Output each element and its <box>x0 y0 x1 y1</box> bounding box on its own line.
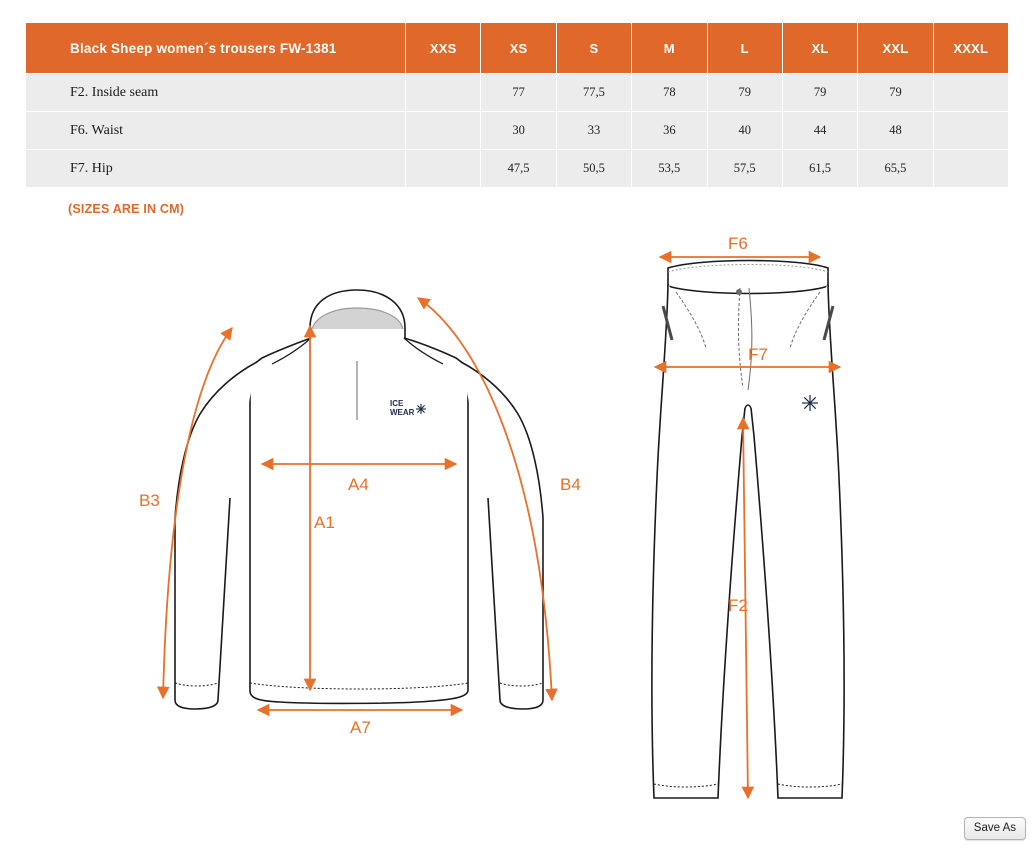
label-a7: A7 <box>350 718 371 737</box>
row-label-waist: F6. Waist <box>26 112 406 150</box>
trousers-snowflake-icon <box>802 395 818 411</box>
column-header-xxxl: XXXL <box>933 23 1008 74</box>
column-header-l: L <box>707 23 782 74</box>
size-chart-table <box>25 22 1009 188</box>
cell-inside-seam-xxxl <box>933 74 1008 112</box>
cell-inside-seam-xs: 77 <box>481 74 556 112</box>
cell-waist-s: 33 <box>556 112 631 150</box>
label-b3: B3 <box>139 491 160 510</box>
cell-inside-seam-s: 77,5 <box>556 74 631 112</box>
column-header-s: S <box>556 23 631 74</box>
cell-inside-seam-xl: 79 <box>782 74 857 112</box>
cell-hip-xxxl <box>933 150 1008 188</box>
cell-hip-xxs <box>406 150 481 188</box>
column-header-xl: XL <box>782 23 857 74</box>
label-f2: F2 <box>728 596 748 615</box>
sweater-illustration <box>175 290 543 709</box>
cell-waist-l: 40 <box>707 112 782 150</box>
label-f7: F7 <box>748 345 768 364</box>
snowflake-icon <box>416 404 426 414</box>
column-header-xs: XS <box>481 23 556 74</box>
cell-waist-xxxl <box>933 112 1008 150</box>
table-header <box>26 23 1009 74</box>
cell-hip-xxl: 65,5 <box>858 150 933 188</box>
cell-waist-m: 36 <box>632 112 707 150</box>
label-f6: F6 <box>728 234 748 253</box>
brand-logo-line1: ICE <box>390 399 404 408</box>
cell-hip-m: 53,5 <box>632 150 707 188</box>
cell-hip-s: 50,5 <box>556 150 631 188</box>
cell-hip-l: 57,5 <box>707 150 782 188</box>
brand-logo-line2: WEAR <box>390 408 415 417</box>
cell-inside-seam-xxs <box>406 74 481 112</box>
save-as-button[interactable]: Save As <box>964 817 1026 840</box>
row-label-inside-seam: F2. Inside seam <box>26 74 406 112</box>
cell-waist-xs: 30 <box>481 112 556 150</box>
table-row <box>26 74 1009 112</box>
column-header-m: M <box>632 23 707 74</box>
table-row <box>26 150 1009 188</box>
cell-inside-seam-m: 78 <box>632 74 707 112</box>
column-header-xxs: XXS <box>406 23 481 74</box>
table-header-row <box>26 23 1009 74</box>
table-row <box>26 112 1009 150</box>
column-header-xxl: XXL <box>858 23 933 74</box>
cell-inside-seam-xxl: 79 <box>858 74 933 112</box>
cell-waist-xl: 44 <box>782 112 857 150</box>
label-a1: A1 <box>314 513 335 532</box>
table-body <box>26 74 1009 188</box>
measurement-diagram <box>0 228 1034 818</box>
cell-waist-xxl: 48 <box>858 112 933 150</box>
units-note: (SIZES ARE IN CM) <box>68 202 185 216</box>
label-b4: B4 <box>560 475 581 494</box>
row-label-hip: F7. Hip <box>26 150 406 188</box>
cell-hip-xl: 61,5 <box>782 150 857 188</box>
cell-waist-xxs <box>406 112 481 150</box>
cell-hip-xs: 47,5 <box>481 150 556 188</box>
trousers-illustration <box>652 261 844 799</box>
label-a4: A4 <box>348 475 369 494</box>
cell-inside-seam-l: 79 <box>707 74 782 112</box>
table-title-cell: Black Sheep women´s trousers FW-1381 <box>26 23 406 74</box>
